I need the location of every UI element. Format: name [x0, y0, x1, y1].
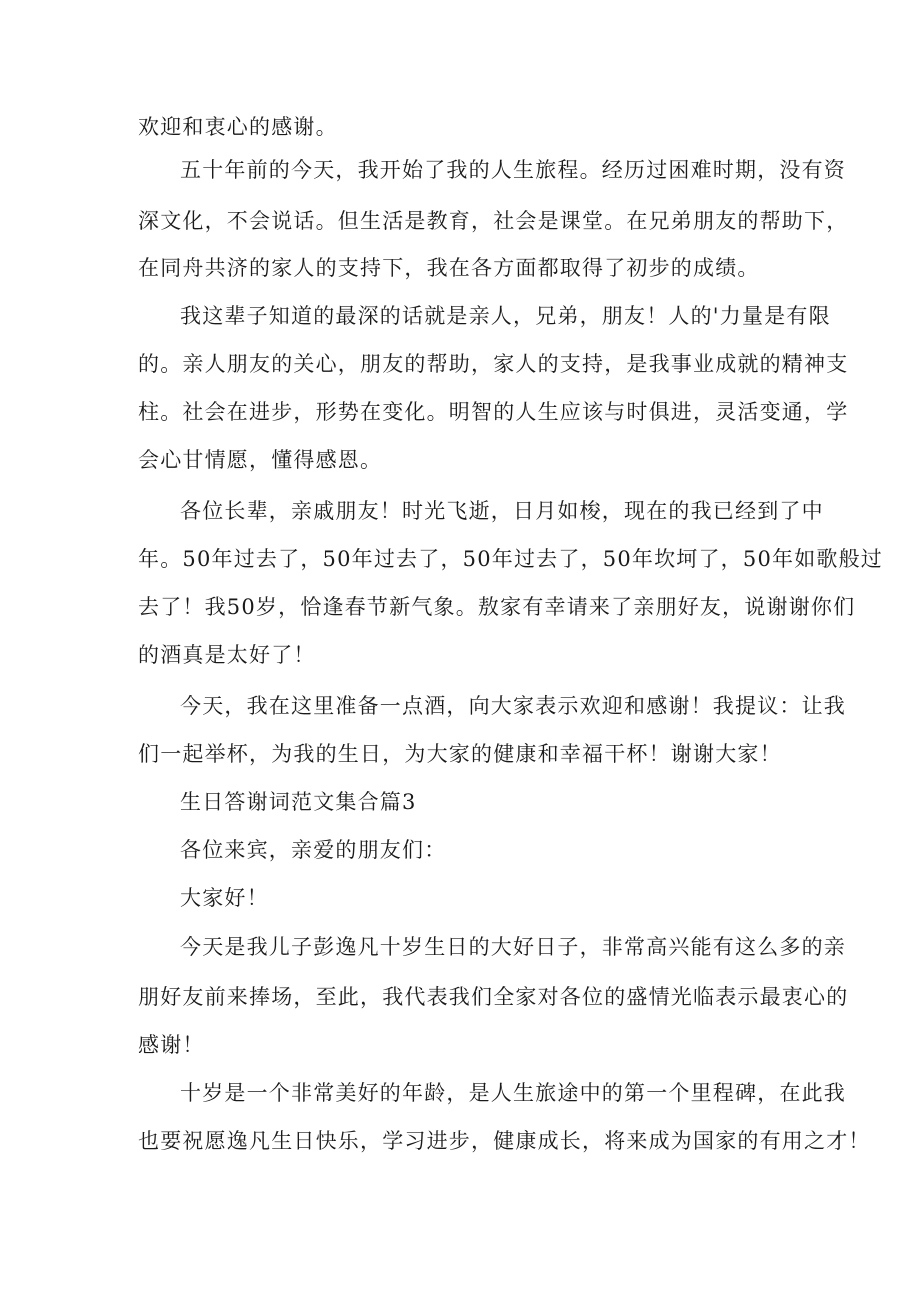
section-heading: 生日答谢词范文集合篇3: [180, 790, 417, 814]
text-line: 十岁是一个非常美好的年龄，是人生旅途中的第一个里程碑，在此我: [180, 1081, 846, 1105]
text-line: 在同舟共济的家人的支持下，我在各方面都取得了初步的成绩。: [138, 256, 760, 280]
text-line: 的酒真是太好了！: [138, 643, 316, 667]
text-line: 今天，我在这里准备一点酒，向大家表示欢迎和感谢！我提议：让我: [180, 694, 846, 718]
text-line: 各位长辈，亲戚朋友！时光飞逝，日月如梭，现在的我已经到了中: [180, 499, 824, 523]
text-line: 也要祝愿逸凡生日快乐，学习进步，健康成长，将来成为国家的有用之才！: [138, 1129, 871, 1153]
text-line: 今天是我儿子彭逸凡十岁生日的大好日子，非常高兴能有这么多的亲: [180, 935, 846, 959]
text-line: 们一起举杯，为我的生日，为大家的健康和幸福干杯！谢谢大家！: [138, 742, 782, 766]
text-line: 各位来宾，亲爱的朋友们：: [180, 838, 447, 862]
text-line: 大家好！: [180, 886, 269, 910]
text-line: 深文化，不会说话。但生活是教育，社会是课堂。在兄弟朋友的帮助下，: [138, 209, 849, 233]
text-line: 朋好友前来捧场，至此，我代表我们全家对各位的盛情光临表示最衷心的: [138, 985, 849, 1009]
text-line: 五十年前的今天，我开始了我的人生旅程。经历过困难时期，没有资: [180, 158, 846, 182]
text-line: 我这辈子知道的最深的话就是亲人，兄弟，朋友！人的'力量是有限: [180, 304, 831, 328]
text-line: 会心甘情愿，懂得感恩。: [138, 448, 383, 472]
text-line: 欢迎和衷心的感谢。: [138, 115, 338, 139]
text-line: 的。亲人朋友的关心，朋友的帮助，家人的支持，是我事业成就的精神支: [138, 352, 849, 376]
text-line: 去了！我50岁，恰逢春节新气象。敖家有幸请来了亲朋好友，说谢谢你们: [138, 595, 856, 619]
text-line: 年。50年过去了，50年过去了，50年过去了，50年坎坷了，50年如歌般过: [138, 547, 884, 571]
text-line: 感谢！: [138, 1033, 205, 1057]
text-line: 柱。社会在进步，形势在变化。明智的人生应该与时俱进，灵活变通，学: [138, 400, 849, 424]
